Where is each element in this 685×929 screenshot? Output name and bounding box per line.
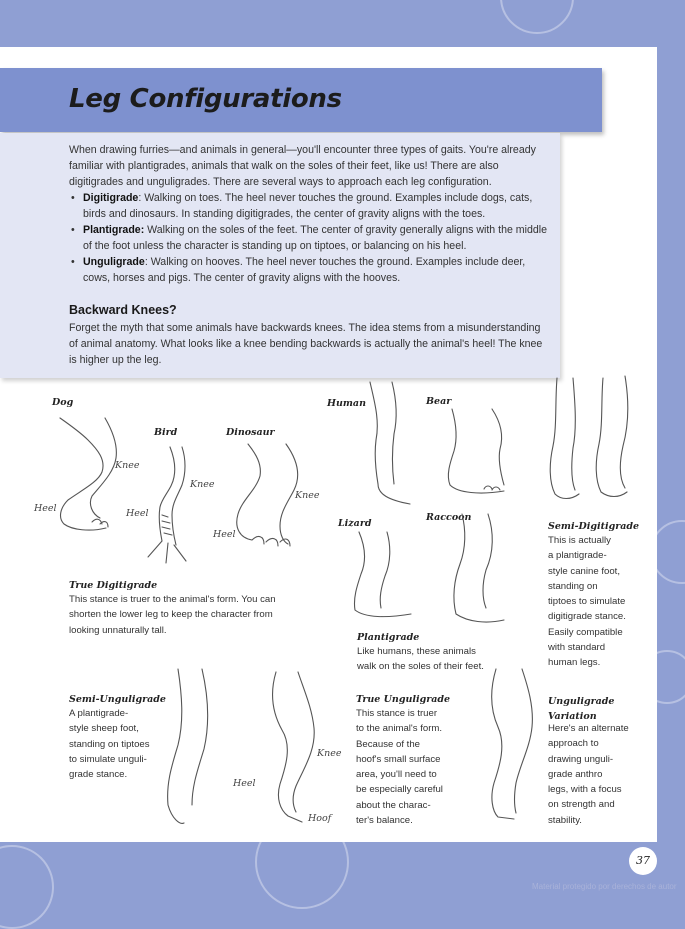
caption-line: Here's an alternate (548, 723, 629, 734)
dinosaur-leg-sketch (228, 440, 308, 560)
copyright-watermark: Material protegido por derechos de autor (532, 882, 677, 891)
unguligrade-variation-leg-sketch (478, 665, 543, 825)
caption-line: A plantigrade- (69, 708, 129, 719)
list-item (69, 190, 549, 222)
bird-leg-sketch (140, 445, 200, 570)
background-decoration (500, 0, 574, 34)
caption-line: to the animal's form. (356, 723, 443, 735)
true-digitigrade-caption-title: True Digitigrade (69, 580, 158, 591)
semi-digitigrade-caption-title: Semi-Digitigrade (548, 521, 640, 532)
semi-unguligrade-caption-title: Semi-Unguligrade (69, 694, 166, 705)
caption-line: style sheep foot, (69, 723, 139, 735)
semi-digitigrade-legs-sketch (545, 372, 640, 507)
label-bear: Bear (426, 396, 452, 407)
bear-leg-sketch (440, 405, 515, 500)
label-lizard: Lizard (338, 518, 372, 529)
bullet-term: Plantigrade: (83, 224, 145, 236)
caption-line: stability. (548, 814, 582, 826)
intro-paragraph: When drawing furries—and animals in general—you'll encounter three types of gaits. You're already familiar with plantigrades, animals that walk on the soles of their feet, like us! There are also digitigrades and unguligrades. There are several ways to approach each leg configuration. (69, 144, 536, 188)
heel-annotation: Heel (213, 529, 236, 540)
gait-list (69, 190, 549, 286)
caption-line: hoof's small surface (356, 753, 441, 765)
caption-line: approach to (548, 738, 599, 750)
caption-line: grade stance. (69, 769, 128, 781)
page-title: Leg Configurations (69, 84, 342, 114)
list-item (69, 222, 549, 254)
lizard-leg-sketch (345, 530, 415, 625)
unguligrade-variation-caption (548, 721, 629, 828)
hoof-annotation: Hoof (308, 813, 332, 824)
semi-unguligrade-caption (69, 706, 150, 782)
label-human: Human (327, 398, 366, 409)
caption-line: Easily compatible (548, 626, 623, 638)
unguligrade-variation-caption-title (548, 694, 614, 724)
caption-line: human legs. (548, 657, 601, 669)
caption-line: standing on tiptoes (69, 738, 150, 750)
true-unguligrade-caption-title: True Unguligrade (356, 694, 451, 705)
caption-title-line: Variation (548, 711, 597, 722)
caption-line: legs, with a focus (548, 784, 622, 796)
label-bird: Bird (154, 427, 178, 438)
knee-annotation: Knee (317, 748, 342, 759)
heel-annotation: Heel (126, 508, 149, 519)
label-dinosaur: Dinosaur (226, 427, 275, 438)
caption-line: a plantigrade- (548, 550, 607, 562)
caption-line: to simulate unguli- (69, 753, 147, 765)
true-unguligrade-leg-sketch (262, 668, 332, 828)
caption-line: ter's balance. (356, 815, 413, 827)
caption-line: area, you'll need to (356, 769, 437, 781)
bullet-term: Unguligrade (83, 256, 145, 268)
page-number: 37 (629, 847, 657, 875)
plantigrade-caption-title: Plantigrade (357, 632, 420, 643)
knee-annotation: Knee (295, 490, 320, 501)
caption-line: This is actually (548, 535, 611, 546)
caption-line: tiptoes to simulate (548, 596, 626, 608)
knee-annotation: Knee (115, 460, 140, 471)
backward-knees-text: Forget the myth that some animals have backwards knees. The idea stems from a misunderstanding of animal anatomy. What looks like a knee bending backwards is actually the animal's heel! The knee is higher up the leg. (69, 322, 543, 366)
caption-line: with standard (548, 642, 606, 654)
caption-line: style canine foot, (548, 565, 620, 577)
raccoon-leg-sketch (440, 510, 510, 630)
caption-line: digitigrade stance. (548, 611, 626, 623)
heel-annotation: Heel (34, 503, 57, 514)
knee-annotation: Knee (190, 479, 215, 490)
background-decoration (0, 845, 54, 929)
caption-line: about the charac- (356, 799, 431, 811)
semi-unguligrade-leg-sketch (152, 665, 222, 830)
bullet-term: Digitigrade (83, 192, 139, 204)
bullet-text: Walking on the soles of the feet. The center of gravity generally aligns with the middle of the foot unless the character is standing up on tiptoes, or balancing on his heel. (83, 224, 548, 252)
true-digitigrade-caption: This stance is truer to the animal's form. You can shorten the lower leg to keep the character from looking unnaturally tall. (69, 594, 276, 636)
label-dog: Dog (52, 397, 74, 408)
caption-line: standing on (548, 580, 598, 592)
caption-line: on strength and (548, 799, 615, 811)
bullet-text: : Walking on toes. The heel never touches the ground. Examples include dogs, cats, birds and dinosaurs. In standing digitigrades, the center of gravity aligns with the toes. (83, 192, 533, 220)
heel-annotation: Heel (233, 778, 256, 789)
dog-leg-sketch (50, 410, 130, 540)
label-raccoon: Raccoon (426, 512, 472, 523)
caption-line: drawing unguli- (548, 753, 614, 765)
caption-line: This stance is truer (356, 708, 438, 719)
caption-line: be especially careful (356, 784, 443, 796)
caption-line: Because of the (356, 738, 421, 750)
plantigrade-caption: Like humans, these animals walk on the soles of their feet. (357, 646, 484, 673)
semi-digitigrade-caption (548, 533, 626, 671)
list-item (69, 254, 549, 286)
human-leg-sketch (360, 380, 420, 510)
true-unguligrade-caption (356, 706, 443, 828)
backward-knees-heading: Backward Knees? (69, 303, 177, 317)
bullet-text: : Walking on hooves. The heel never touches the ground. Examples include deer, cows, horses and pigs. The center of gravity aligns with the hooves. (83, 256, 526, 284)
caption-title-line: Unguligrade (548, 696, 615, 707)
caption-line: grade anthro (548, 768, 603, 780)
